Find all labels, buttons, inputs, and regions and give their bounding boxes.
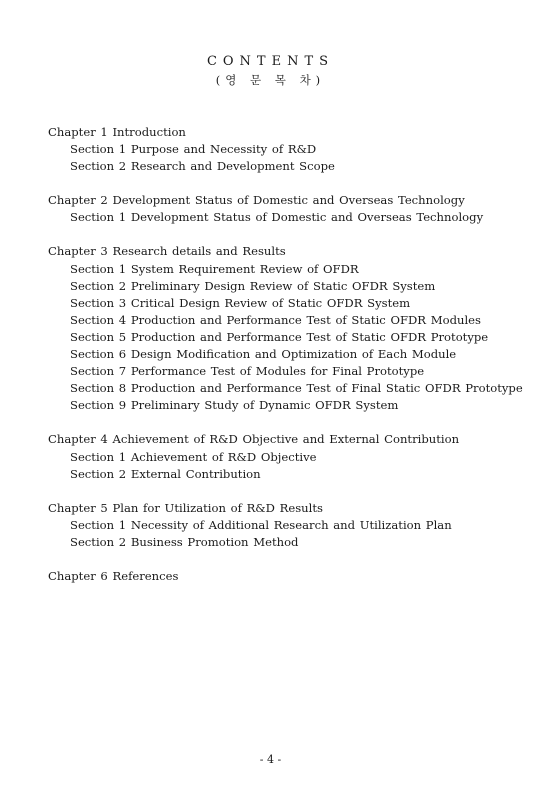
chapter-heading: Chapter 3 Research details and Results [48, 244, 286, 259]
section-entry: Section 2 Preliminary Design Review of Static OFDR System [70, 278, 436, 293]
section-entry: Section 7 Performance Test of Modules for Final Prototype [70, 364, 425, 379]
section-entry: Section 2 External Contribution [70, 466, 261, 481]
section-entry: Section 8 Production and Performance Test of Final Static OFDR Prototype [70, 381, 523, 396]
chapter-heading: Chapter 6 References [48, 568, 179, 583]
section-entry: Section 5 Production and Performance Test of Static OFDR Prototype [70, 329, 489, 344]
toc-chapter-6 [48, 568, 518, 585]
chapter-heading: Chapter 5 Plan for Utilization of R&D Results [48, 500, 323, 515]
toc-chapter-4 [48, 431, 518, 482]
chapter-heading: Chapter 1 Introduction [48, 125, 186, 139]
page-title: CONTENTS [206, 54, 335, 69]
section-entry: Section 1 Necessity of Additional Research and Utilization Plan [70, 517, 452, 532]
section-entry: Section 9 Preliminary Study of Dynamic OFDR System [70, 398, 399, 413]
page-number: - 4 - [259, 753, 282, 766]
toc-chapter-2 [48, 192, 518, 226]
toc-chapter-5 [48, 500, 518, 551]
toc-chapter-3 [48, 243, 523, 414]
table-of-contents [48, 124, 523, 602]
section-entry: Section 1 Development Status of Domestic and Overseas Technology [70, 210, 484, 225]
section-entry: Section 4 Production and Performance Test of Static OFDR Modules [70, 312, 481, 327]
section-entry: Section 6 Design Modification and Optimization of Each Module [70, 347, 457, 362]
chapter-heading: Chapter 2 Development Status of Domestic and Overseas Technology [48, 193, 465, 208]
section-entry: Section 3 Critical Design Review of Static OFDR System [70, 295, 411, 310]
section-entry: Section 2 Research and Development Scope [70, 159, 335, 174]
page-subtitle: (영 문 목 차) [215, 73, 326, 87]
section-entry: Section 2 Business Promotion Method [70, 534, 299, 549]
section-entry: Section 1 System Requirement Review of OFDR [70, 261, 359, 276]
chapter-heading: Chapter 4 Achievement of R&D Objective and External Contribution [48, 432, 460, 447]
section-entry: Section 1 Purpose and Necessity of R&D [70, 142, 317, 157]
toc-chapter-1 [48, 124, 518, 175]
section-entry: Section 1 Achievement of R&D Objective [70, 449, 317, 464]
